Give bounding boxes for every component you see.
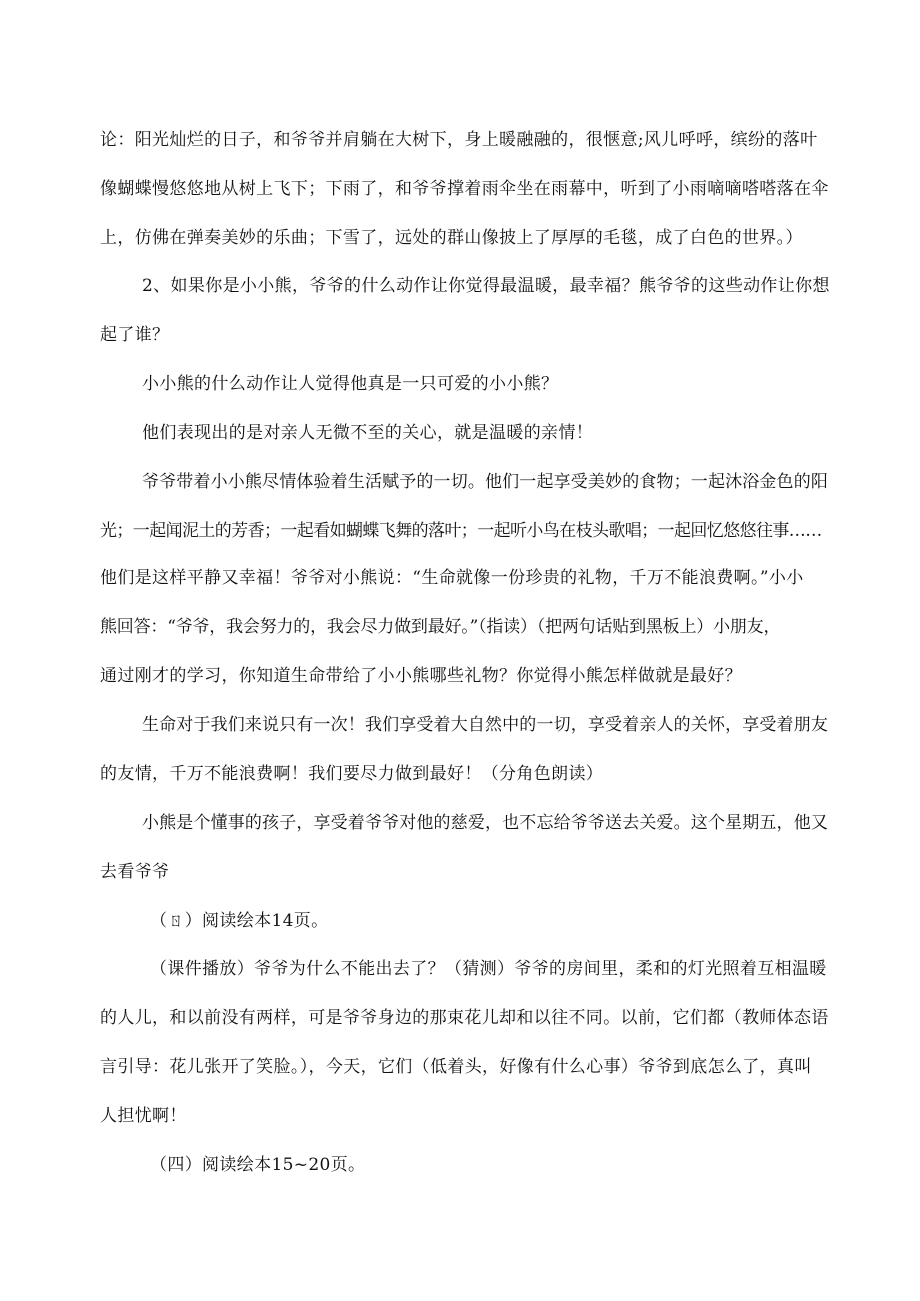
- text-line: 起了谁？: [100, 325, 170, 345]
- section-heading: （四）阅读绘本15~20页。: [150, 1155, 366, 1175]
- text-line: 的人儿，和以前没有两样，可是爷爷身边的那束花儿却和以往不同。以前，它们都（教师体态语: [100, 1008, 829, 1028]
- text-line: 上，仿佛在弹奏美妙的乐曲；下雪了，远处的群山像披上了厚厚的毛毯，成了白色的世界。）: [100, 228, 803, 248]
- text-line: 去看爷爷: [100, 862, 170, 882]
- text-line: 的友情，千万不能浪费啊！我们要尽力做到最好！（分角色朗读）: [100, 764, 604, 784]
- text-line: 通过刚才的学习，你知道生命带给了小小熊哪些礼物？你觉得小熊怎样做就是最好？: [100, 666, 742, 686]
- text-line: 他们表现出的是对亲人无微不至的关心，就是温暖的亲情！: [142, 423, 594, 443]
- text-line: 他们是这样平静又幸福！爷爷对小熊说：“生命就像一份珍贵的礼物，千万不能浪费啊。”小小: [100, 568, 804, 588]
- text-line: 小熊是个懂事的孩子，享受着爷爷对他的慈爱，也不忘给爷爷送去关爱。这个星期五，他又: [142, 813, 828, 833]
- text-line: 论：阳光灿烂的日子，和爷爷并肩躺在大树下，身上暖融融的，很惬意;风儿呼呼，缤纷的落叶: [100, 130, 818, 150]
- text-line: （课件播放）爷爷为什么不能出去了？（猜测）爷爷的房间里，柔和的灯光照着互相温暖: [150, 959, 827, 979]
- text-line: 熊回答：“爷爷，我会努力的，我会尽力做到最好。”（指读）（把两句话贴到黑板上）小朋友，: [100, 617, 781, 637]
- text-line: 言引导：花儿张开了笑脸。），今天，它们（低着头，好像有什么心事）爷爷到底怎么了，真叫: [100, 1057, 812, 1077]
- section-heading: （ㄖ）阅读绘本14页。: [150, 911, 329, 931]
- text-line: 2、如果你是小小熊，爷爷的什么动作让你觉得最温暖，最幸福？熊爷爷的这些动作让你想: [142, 276, 830, 296]
- text-line: 爷爷带着小小熊尽情体验着生活赋予的一切。他们一起享受美妙的食物；一起沐浴金色的阳: [142, 472, 828, 492]
- text-line: 小小熊的什么动作让人觉得他真是一只可爱的小小熊？: [142, 374, 559, 394]
- text-line: 光；一起闻泥土的芳香；一起看如蝴蝶飞舞的落叶；一起听小鸟在枝头歌唱；一起回忆悠悠往事……: [100, 521, 822, 541]
- text-line: 生命对于我们来说只有一次！我们享受着大自然中的一切，享受着亲人的关怀，享受着朋友: [142, 715, 828, 735]
- text-line: 像蝴蝶慢悠悠地从树上飞下；下雨了，和爷爷撑着雨伞坐在雨幕中，听到了小雨嘀嘀嗒嗒落在伞: [100, 179, 829, 199]
- text-line: 人担忧啊！: [100, 1106, 187, 1126]
